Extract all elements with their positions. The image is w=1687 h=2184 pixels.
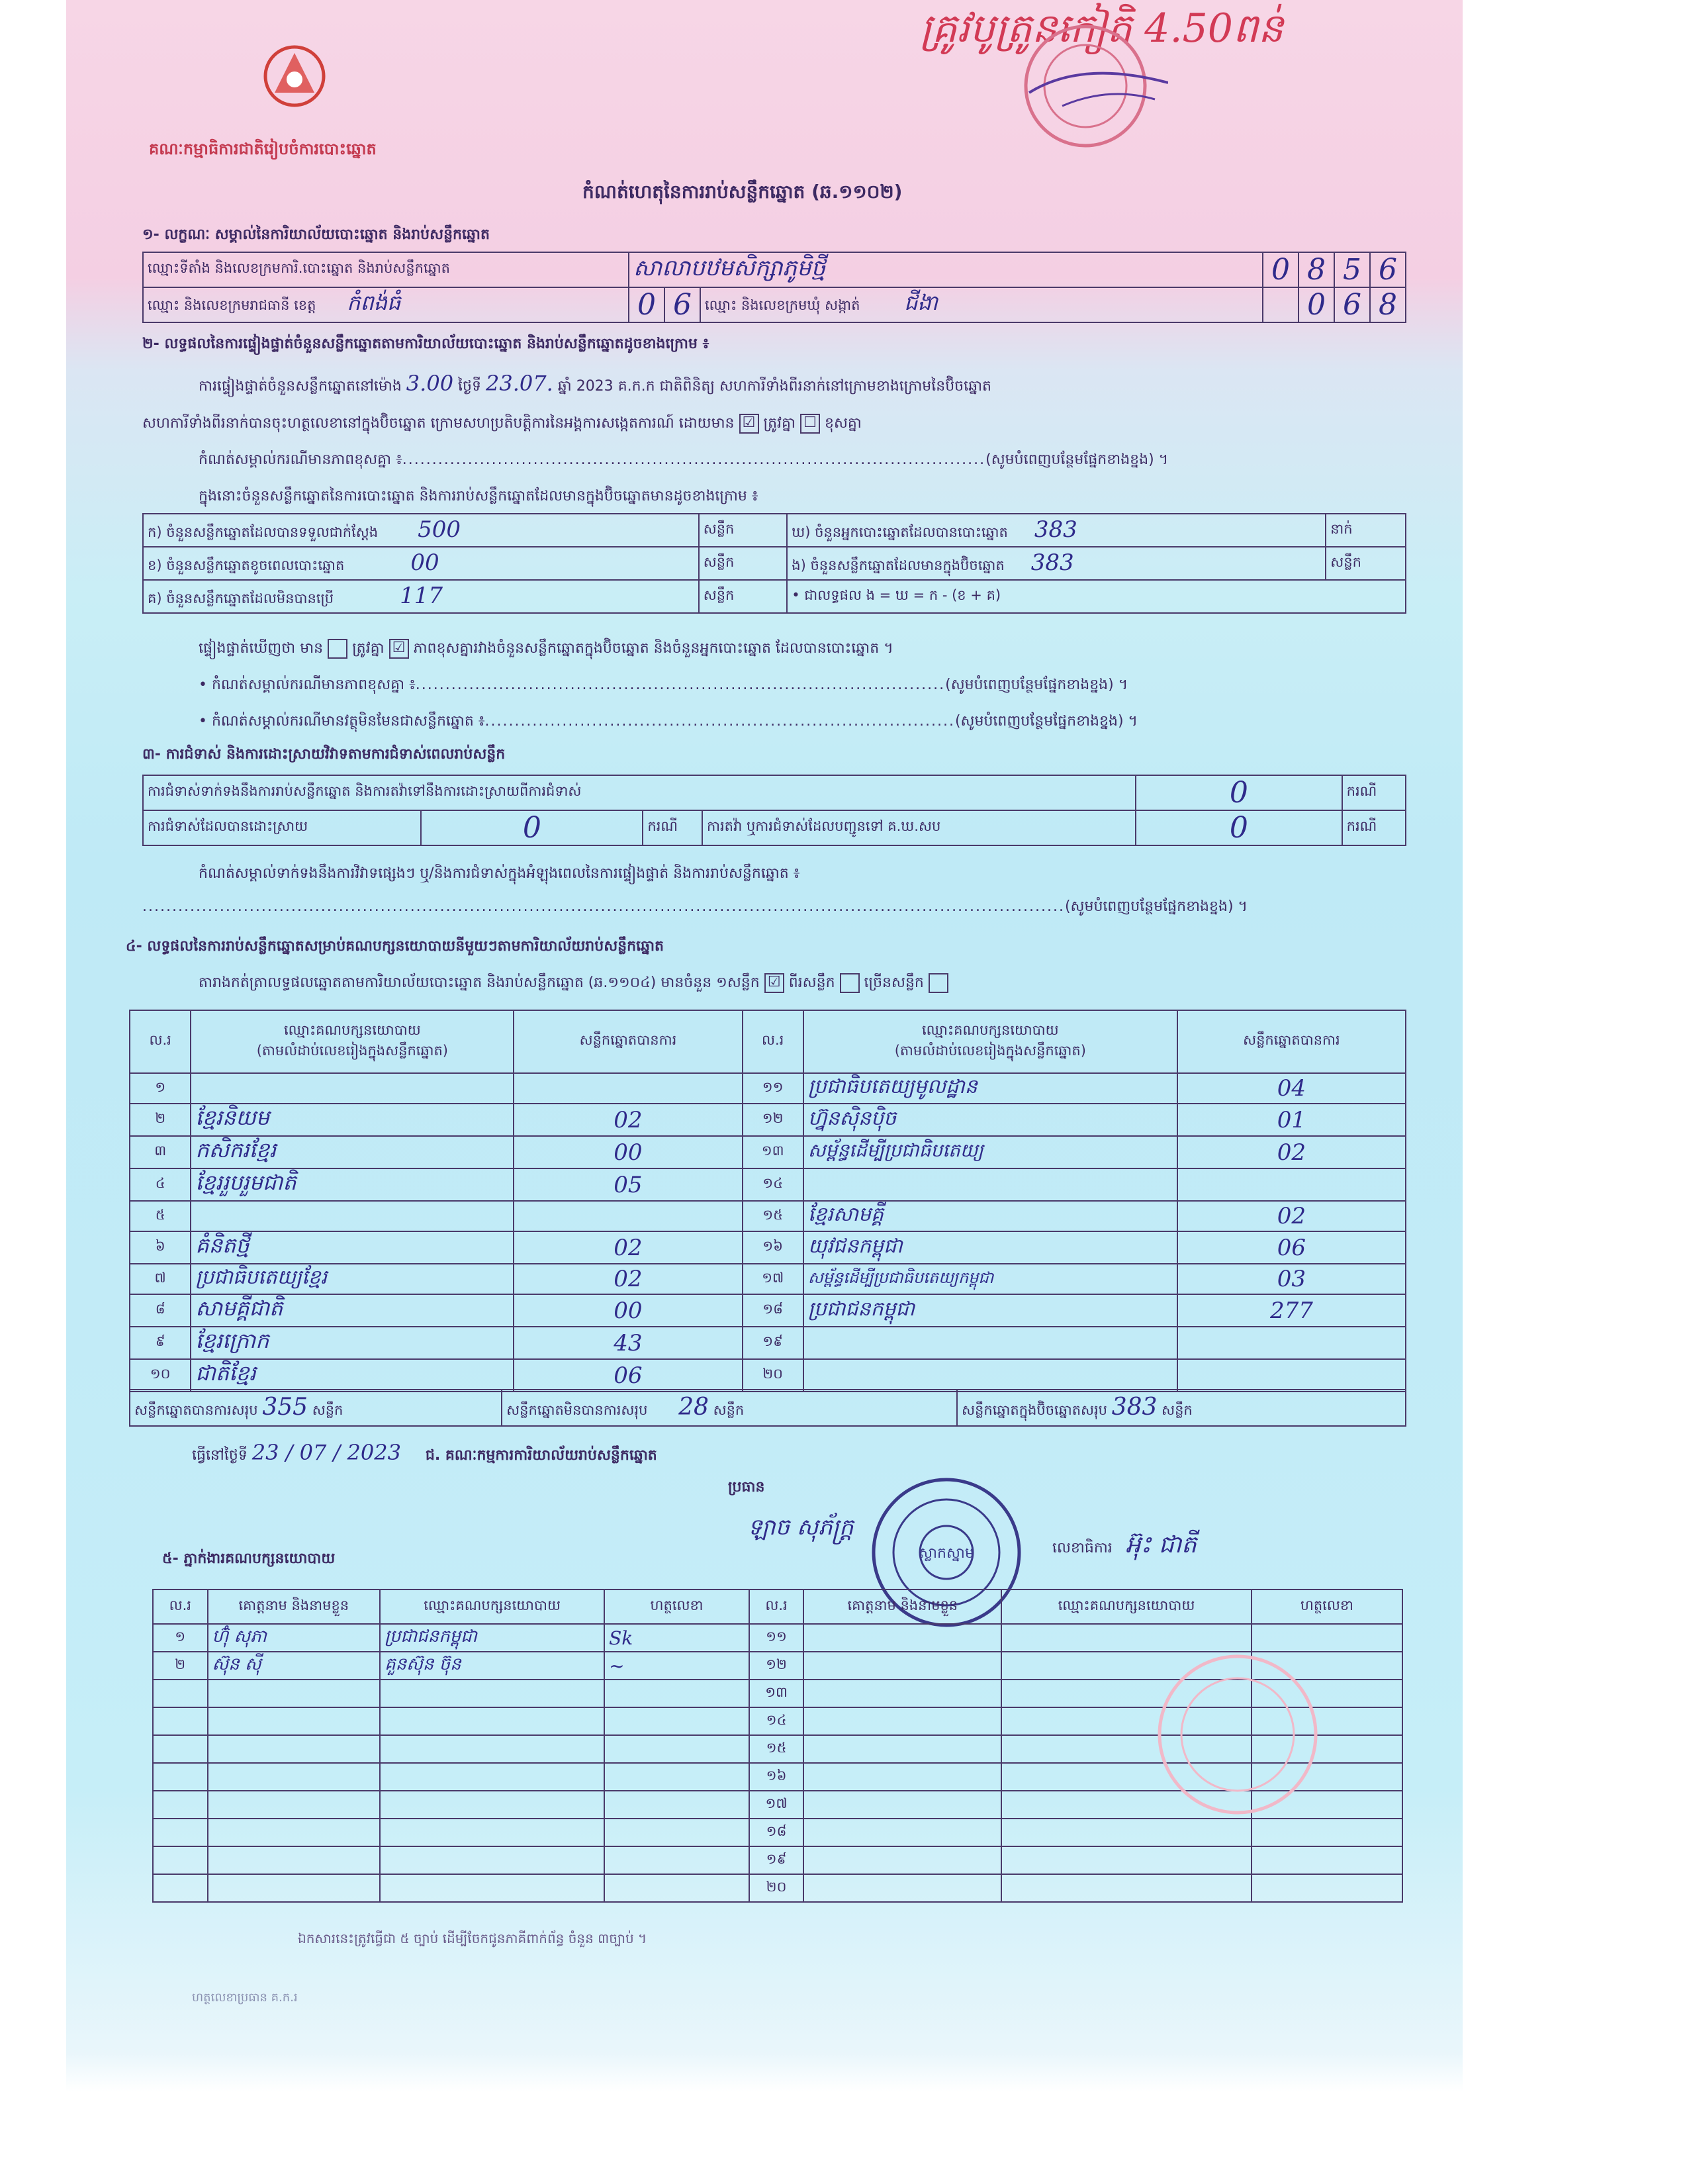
agent-row: ១៩ (153, 1846, 1402, 1874)
count-date: 23.07. (485, 371, 553, 396)
spoiled-value: 00 (410, 549, 439, 576)
location-table (142, 252, 1406, 323)
result-row: ១ ១១ ប្រជាធិបតេយ្យមូលដ្ឋាន 04 (130, 1073, 1406, 1104)
total-valid: សន្លឹកឆ្នោតបានការសរុប 355 សន្លឹក (130, 1390, 502, 1426)
complaints-table: ការជំទាស់ទាក់ទងនឹងការរាប់សន្លឹកឆ្នោត និងការតវ៉ាទៅនឹងការដោះស្រាយពីការជំទាស់ 0 ករណី ការជំទាស់ដែលបានដោះស្រាយ 0 ករណី ការតវ៉ា ឬការជំទាស់ដែលបញ្ជូនទៅ គ.ឃ.សប 0 ករណី (142, 775, 1406, 846)
province-code-2: 6 (664, 287, 700, 322)
agents-table: ល.រ គោត្តនាម និងនាមខ្លួន ឈ្មោះគណបក្សនយោបាយ ហត្ថលេខា ល.រ គោត្តនាម និងនាមខ្លួន ឈ្មោះគណបក្សនយោបាយ ហត្ថលេខា ១ ហ៊ុំ សុភា ប្រជាជនកម្ពុជា Sk ១១ ២ ស៊ុន ស៊ី គួនស៊ុន ច៊ុន ~ ១២ ១៣ ១៤ ១៥ ១៦ ១៧ ១៨ ១៩ ២០ (152, 1589, 1403, 1903)
resolved-label: ការជំទាស់ដែលបានដោះស្រាយ (143, 810, 421, 845)
agent-row: ១៨ (153, 1819, 1402, 1846)
commune-label: ឈ្មោះ និងលេខក្រមឃុំ សង្កាត់ ជីងា (700, 287, 1263, 322)
unused-value: 117 (400, 583, 443, 609)
total-box: សន្លឹកឆ្នោតក្នុងប៊ិចឆ្នោតសរុប 383 សន្លឹក (957, 1390, 1406, 1426)
svg-text:ស្លាកស្នាម: ស្លាកស្នាម (919, 1545, 974, 1562)
commune-code-2: 6 (1334, 287, 1370, 322)
agent-row: ១៦ (153, 1763, 1402, 1791)
secretary-signature: អ៊ុះ ជាតី (1125, 1531, 1197, 1558)
province-code-1: 0 (629, 287, 664, 322)
location-value: សាលាបឋមសិក្សាភូមិថ្មី (633, 254, 826, 281)
form-title: កំណត់ហេតុនៃការរាប់សន្លឹកឆ្នោត (ឆ.១១០២) (582, 181, 903, 203)
result-row: ៧ ប្រជាធិបតេយ្យខ្មែរ 02 ១៧ សម្ព័ន្ធដើម្បីប្រជាធិបតេយ្យកម្ពុជា 03 (130, 1264, 1406, 1294)
sign-date-line: ធ្វើនៅថ្ងៃទី 23 / 07 / 2023 ជ. គណៈកម្មការការិយាល័យរាប់សន្លឹកឆ្នោត (192, 1440, 657, 1465)
sheet-count-line: តារាងកត់ត្រាលទ្ធផលឆ្នោតតាមការិយាល័យបោះឆ្នោត និងរាប់សន្លឹកឆ្នោត (ឆ.១១០៤) មានចំនួន ១សន្លឹក ☑ ពីរសន្លឹក ច្រើនសន្លឹក (199, 973, 948, 994)
location-code-2: 8 (1299, 252, 1334, 287)
section-4-title: ៤- លទ្ធផលនៃការរាប់សន្លឹកឆ្នោតសម្រាប់គណបក្សនយោបាយនីមួយៗតាមការិយាល័យរាប់សន្លឹកឆ្នោត (126, 938, 664, 955)
section-2-title: ២- លទ្ធផលនៃការផ្ទៀងផ្ទាត់ចំនួនសន្លឹកឆ្នោតតាមការិយាល័យបោះឆ្នោត និងរាប់សន្លឹកឆ្នោតដូចខាងក្រោម ៖ (142, 336, 709, 352)
agent-row: ២០ (153, 1874, 1402, 1902)
location-code-1: 0 (1263, 252, 1299, 287)
total-box-value: 383 (1111, 1394, 1158, 1421)
secretary-line: លេខាធិការ អ៊ុះ ជាតី (1052, 1531, 1197, 1558)
result-row: ៥ ១៥ ខ្មែរសាមគ្គី 02 (130, 1201, 1406, 1231)
result-row: ១០ ជាតិខ្មែរ 06 ២០ (130, 1359, 1406, 1392)
faded-seal-icon (1152, 1648, 1324, 1821)
many-sheet-checkbox[interactable] (929, 973, 948, 993)
results-table: ល.រ ឈ្មោះគណបក្សនយោបាយ (តាមលំដាប់លេខរៀងក្នុងសន្លឹកឆ្នោត) សន្លឹកឆ្នោតបានការ ល.រ ឈ្មោះគណបក្សនយោបាយ (តាមលំដាប់លេខរៀងក្នុងសន្លឹកឆ្នោត) សន្លឹកឆ្នោតបានការ ១ ១១ ប្រជាធិបតេយ្យមូលដ្ឋាន 04 ២ ខ្មែរនិយម 02 ១២ ហ្វ៊ុនស៊ិនប៉ិច 01 ៣ កសិករខ្មែរ 00 ១៣ សម្ព័ន្ធដើម្បីប្រជាធិបតេយ្យ 02 ៤ ខ្មែររួបរួមជាតិ 05 ១៤ ៥ ១៥ ខ្មែរសាមគ្គី 02 ៦ គំនិតថ្មី 02 ១៦ យុវជនកម្ពុជា 06 ៧ ប្រជាធិបតេយ្យខ្មែរ 02 ១៧ សម្ព័ន្ធដើម្បីប្រជាធិបតេយ្យកម្ពុជា 03 ៨ សាមគ្គីជាតិ 00 ១៨ ប្រជាជនកម្ពុជា 277 ៩ ខ្មែរក្រោក 43 ១៩ ១០ ជាតិខ្មែរ 06 ២០ (129, 1010, 1406, 1392)
one-sheet-checkbox[interactable]: ☑ (764, 973, 784, 993)
nec-emblem-icon (261, 40, 328, 113)
footer-note: ឯកសារនេះត្រូវធ្វើជា ៥ ច្បាប់ ដើម្បីចែកជូនភាគីពាក់ព័ន្ធ ចំនួន ៣ច្បាប់ ។ (298, 1930, 647, 1946)
section-5-title: ៥- ភ្នាក់ងារគណបក្សនយោបាយ (162, 1550, 336, 1567)
voters-label: ឃ) ចំនួនអ្នកបោះឆ្នោតដែលបានបោះឆ្នោត 383 (787, 514, 1326, 547)
diff-note: កំណត់សម្គាល់ករណីមានភាពខុសគ្នា ៖..................................................................................................(សូមបំពេញបន្ថែមផ្នែកខាងខ្នង) ។ (199, 451, 1169, 468)
province-label: ឈ្មោះ និងលេខក្រមរាជធានី ខេត្ត កំពង់ធំ (143, 287, 629, 322)
ballot-intro: ក្នុងនោះចំនួនសន្លឹកឆ្នោតនៃការបោះឆ្នោត និងការរាប់សន្លឹកឆ្នោតដែលមានក្នុងប៊ិចឆ្នោតមានដូចខាងក្រោម ៖ (199, 488, 758, 504)
commune-code-1: 0 (1299, 287, 1334, 322)
forwarded-label: ការតវ៉ា ឬការជំទាស់ដែលបញ្ជូនទៅ គ.ឃ.សប (702, 810, 1136, 845)
total-invalid-value: 28 (678, 1394, 709, 1421)
wrong-checkbox[interactable]: ☐ (800, 414, 820, 434)
count-time: 3.00 (406, 371, 454, 396)
section-1-title: ១- លក្ខណៈ សម្គាល់នៃការិយាល័យបោះឆ្នោត និងរាប់សន្លឹកឆ្នោត (142, 226, 490, 243)
result-row: ២ ខ្មែរនិយម 02 ១២ ហ្វ៊ុនស៊ិនប៉ិច 01 (130, 1104, 1406, 1136)
compare-correct-checkbox[interactable] (328, 639, 347, 659)
agent-row: ១៣ (153, 1680, 1402, 1707)
location-code-3: 5 (1334, 252, 1370, 287)
diff-note-2: • កំណត់សម្គាល់ករណីមានភាពខុសគ្នា ៖.........................................................................................(សូមបំពេញបន្ថែមផ្នែកខាងខ្នង) ។ (199, 677, 1128, 693)
complaint-value: 0 (1136, 775, 1342, 810)
complaint-label: ការជំទាស់ទាក់ទងនឹងការរាប់សន្លឹកឆ្នោត និងការតវ៉ាទៅនឹងការដោះស្រាយពីការជំទាស់ (143, 775, 1136, 810)
agent-row: ២ ស៊ុន ស៊ី គួនស៊ុន ច៊ុន ~ ១២ (153, 1652, 1402, 1680)
sign-date: 23 / 07 / 2023 (251, 1440, 401, 1465)
dispute-note-fill: ...........................................................................................................................................................(សូមបំពេញបន្ថែមផ្នែកខាងខ្នង) ។ (142, 898, 1248, 915)
spoiled-label: ខ) ចំនួនសន្លឹកឆ្នោតខូចពេលបោះឆ្នោត 00 (143, 547, 699, 580)
agent-row: ១៤ (153, 1707, 1402, 1735)
compare-line: ផ្ទៀងផ្ទាត់ឃើញថា មាន ត្រូវគ្នា ☑ ភាពខុសគ្នារវាងចំនួនសន្លឹកឆ្នោតក្នុងប៊ិចឆ្នោត និងចំនួនអ្នកបោះឆ្នោត ដែលបានបោះឆ្នោត ។ (199, 639, 893, 660)
totals-table (129, 1389, 1406, 1427)
agent-row: ១ ហ៊ុំ សុភា ប្រជាជនកម្ពុជា Sk ១១ (153, 1624, 1402, 1652)
formula: • ជាលទ្ធផល ង = ឃ = ក - (ខ + គ) (787, 580, 1406, 613)
red-seal-top (1003, 20, 1168, 152)
location-label: ឈ្មោះទីតាំង និងលេខក្រមការិ.បោះឆ្នោត និងរាប់សន្លឹកឆ្នោត (143, 252, 629, 287)
total-valid-value: 355 (262, 1394, 308, 1421)
section-3-title: ៣- ការជំទាស់ និងការដោះស្រាយវិវាទតាមការជំទាស់ពេលរាប់សន្លឹក (142, 746, 506, 763)
two-sheet-checkbox[interactable] (840, 973, 860, 993)
org-name: គណៈកម្មាធិការជាតិរៀបចំការបោះឆ្នោត (149, 140, 377, 158)
result-row: ៦ គំនិតថ្មី 02 ១៦ យុវជនកម្ពុជា 06 (130, 1231, 1406, 1264)
forwarded-value: 0 (1136, 810, 1342, 845)
agent-row: ១៧ (153, 1791, 1402, 1819)
dispute-note: កំណត់សម្គាល់ទាក់ទងនឹងការវិវាទផ្សេងៗ ឬ/និងការជំទាស់ក្នុងអំឡុងពេលនៃការផ្ទៀងផ្ទាត់ និងការរាប់សន្លឹកឆ្នោត ៖ (199, 865, 800, 882)
result-row: ៤ ខ្មែររួបរួមជាតិ 05 ១៤ (130, 1168, 1406, 1201)
location-code-4: 6 (1370, 252, 1406, 287)
president-label: ប្រធាន (728, 1479, 765, 1496)
seal-line: សហការីទាំងពីរនាក់បានចុះហត្ថលេខានៅក្នុងប៊ិចឆ្នោត ក្រោមសហប្រតិបត្តិការនៃអង្គការសង្កេតការណ៍ ដោយមាន ☑ ត្រូវគ្នា ☐ ខុសគ្នា (142, 414, 862, 435)
footer-line-2: ហត្ថលេខាប្រធាន គ.ក.រ (192, 1991, 298, 2005)
count-time-line: ការផ្ទៀងផ្ទាត់ចំនួនសន្លឹកឆ្នោតនៅម៉ោង 3.00 ថ្ងៃទី 23.07. ឆ្នាំ 2023 គ.ក.ក ជាតិពិនិត្យ សហការីទាំងពីរនាក់នៅក្រោមខាងក្រោមនៃប៊ិចឆ្នោត (199, 371, 992, 396)
commune-code-3: 8 (1370, 287, 1406, 322)
result-row: ៨ សាមគ្គីជាតិ 00 ១៨ ប្រជាជនកម្ពុជា 277 (130, 1294, 1406, 1327)
received-value: 500 (418, 516, 461, 543)
total-invalid: សន្លឹកឆ្នោតមិនបានការសរុប 28 សន្លឹក (502, 1390, 957, 1426)
province-value: កំពង់ធំ (347, 290, 401, 315)
voters-value: 383 (1034, 516, 1077, 543)
ballot-count-table: ក) ចំនួនសន្លឹកឆ្នោតដែលបានទទួលជាក់ស្តែង 500 សន្លឹក ឃ) ចំនួនអ្នកបោះឆ្នោតដែលបានបោះឆ្នោត 383 នាក់ ខ) ចំនួនសន្លឹកឆ្នោតខូចពេលបោះឆ្នោត 00 សន្លឹក ង) ចំនួនសន្លឹកឆ្នោតដែលមានក្នុងប៊ិចឆ្នោត 383 សន្លឹក គ) ចំនួនសន្លឹកឆ្នោតដែលមិនបានប្រើ 117 សន្លឹក • ជាលទ្ធផល ង = ឃ = ក - (ខ + គ) (142, 513, 1406, 614)
inbox-label: ង) ចំនួនសន្លឹកឆ្នោតដែលមានក្នុងប៊ិចឆ្នោត 383 (787, 547, 1326, 580)
president-signature: ឡាច សុភ័ក្ត្រ (748, 1514, 854, 1541)
agent-row: ១៥ (153, 1735, 1402, 1763)
top-right-note: គ្រូវបូត្រូនកៀតិ 4.50ពន់ (920, 5, 1284, 52)
inbox-value: 383 (1030, 549, 1074, 576)
received-label: ក) ចំនួនសន្លឹកឆ្នោតដែលបានទទួលជាក់ស្តែង 500 (143, 514, 699, 547)
commune-value: ជីងា (904, 290, 938, 315)
correct-checkbox[interactable]: ☑ (739, 414, 759, 434)
object-note: • កំណត់សម្គាល់ករណីមានវត្ថុមិនមែនជាសន្លឹកឆ្នោត ៖...............................................................................(សូមបំពេញបន្ថែមផ្នែកខាងខ្នង) ។ (199, 713, 1138, 730)
result-row: ៩ ខ្មែរក្រោក 43 ១៩ (130, 1327, 1406, 1359)
compare-diff-checkbox[interactable]: ☑ (389, 639, 409, 659)
unused-label: គ) ចំនួនសន្លឹកឆ្នោតដែលមិនបានប្រើ 117 (143, 580, 699, 613)
result-row: ៣ កសិករខ្មែរ 00 ១៣ សម្ព័ន្ធដើម្បីប្រជាធិបតេយ្យ 02 (130, 1136, 1406, 1168)
resolved-value: 0 (421, 810, 643, 845)
